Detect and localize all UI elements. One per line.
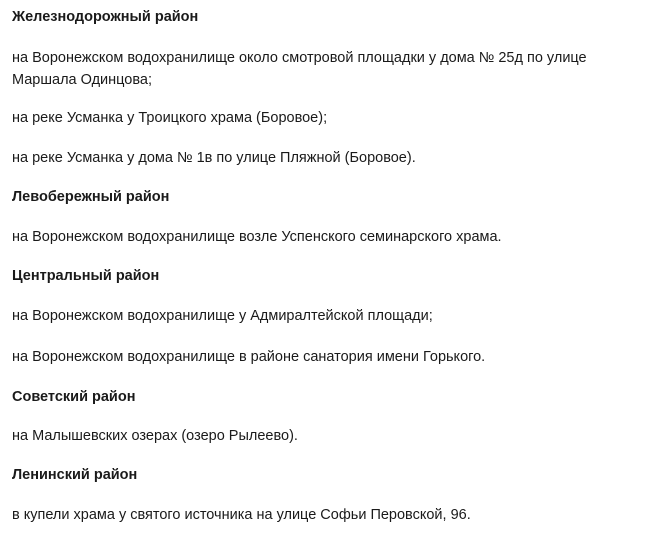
place-item: в купели храма у святого источника на улице Софьи Перовской, 96. bbox=[12, 507, 471, 523]
place-item: на реке Усманка у Троицкого храма (Боровое); bbox=[12, 110, 328, 126]
place-item: на реке Усманка у дома № 1в по улице Пляжной (Боровое). bbox=[12, 150, 416, 166]
district-leninsky bbox=[12, 466, 642, 526]
district-tsentralny bbox=[12, 267, 642, 368]
article-content bbox=[12, 0, 642, 526]
place-item: на Малышевских озерах (озеро Рылеево). bbox=[12, 428, 298, 444]
district-zheleznodorozhny bbox=[12, 8, 642, 169]
place-item: на Воронежском водохранилище у Адмиралтейской площади; bbox=[12, 308, 433, 324]
district-title: Железнодорожный район bbox=[12, 9, 199, 25]
district-sovetsky bbox=[12, 388, 642, 447]
place-item: на Воронежском водохранилище около смотровой площадки у дома № 25д по улице Маршала Одинцова; bbox=[12, 50, 587, 88]
district-levoberezhny bbox=[12, 188, 642, 248]
district-title: Левобережный район bbox=[12, 189, 170, 205]
district-title: Ленинский район bbox=[12, 467, 138, 483]
district-title: Советский район bbox=[12, 389, 136, 405]
district-title: Центральный район bbox=[12, 268, 160, 284]
place-item: на Воронежском водохранилище в районе санатория имени Горького. bbox=[12, 349, 486, 365]
place-item: на Воронежском водохранилище возле Успенского семинарского храма. bbox=[12, 229, 502, 245]
